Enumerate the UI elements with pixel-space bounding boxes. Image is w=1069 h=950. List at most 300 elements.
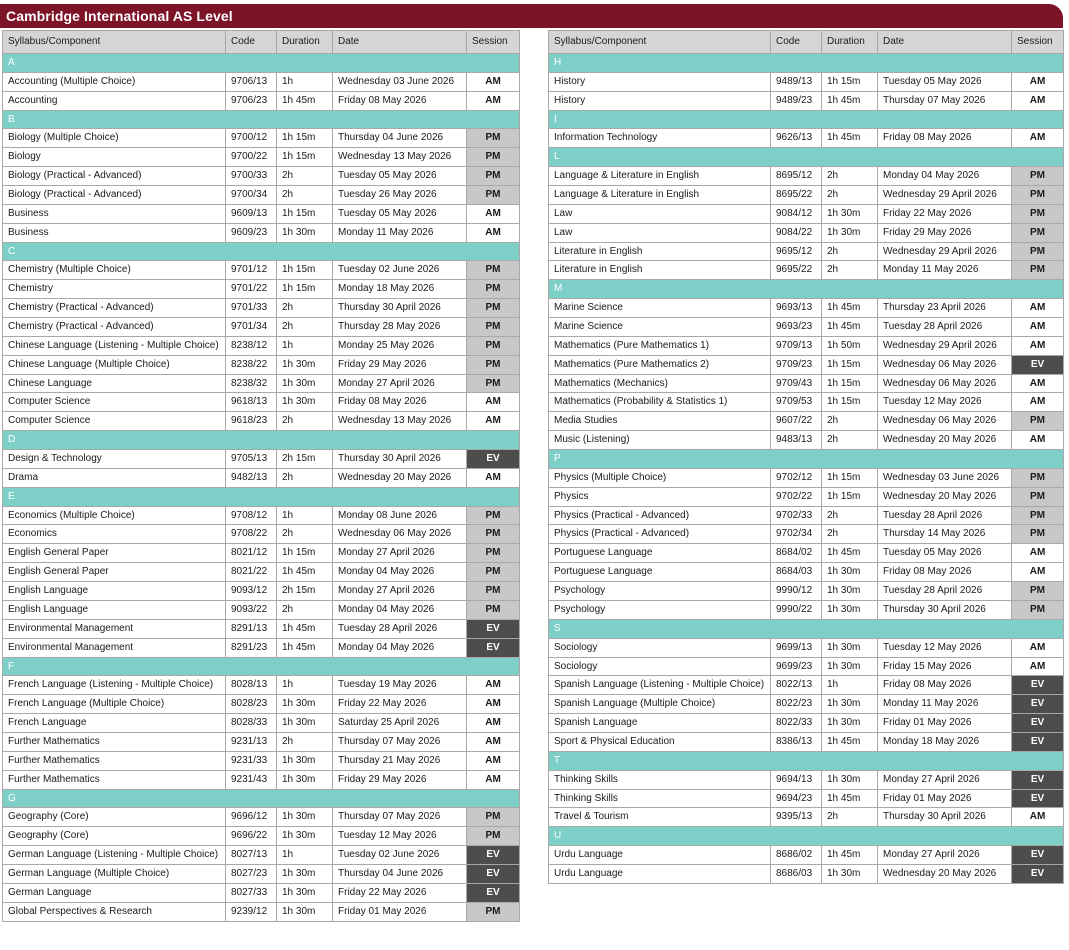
table-row: [3, 374, 520, 393]
syllabus-cell: Chemistry (Practical - Advanced): [3, 299, 226, 318]
syllabus-cell: French Language (Listening - Multiple Choice): [3, 676, 226, 695]
date-cell: Monday 27 April 2026: [333, 582, 467, 601]
table-row: [549, 261, 1064, 280]
table-row: [549, 336, 1064, 355]
duration-cell: 1h 30m: [277, 751, 333, 770]
date-cell: Tuesday 05 May 2026: [333, 204, 467, 223]
table-row: [549, 544, 1064, 563]
duration-cell: 2h: [822, 186, 878, 205]
duration-cell: 1h 30m: [277, 883, 333, 902]
code-cell: 9990/22: [771, 600, 822, 619]
code-cell: 9708/12: [226, 506, 277, 525]
date-cell: Tuesday 19 May 2026: [333, 676, 467, 695]
header-code: Code: [771, 31, 822, 54]
duration-cell: 1h 15m: [822, 355, 878, 374]
duration-cell: 1h 50m: [822, 336, 878, 355]
session-badge: AM: [467, 412, 520, 431]
code-cell: 8028/33: [226, 714, 277, 733]
duration-cell: 1h 15m: [277, 148, 333, 167]
date-cell: Thursday 21 May 2026: [333, 751, 467, 770]
section-letter: P: [549, 450, 1064, 469]
syllabus-cell: Sociology: [549, 657, 771, 676]
duration-cell: 1h 45m: [277, 563, 333, 582]
syllabus-cell: Sociology: [549, 638, 771, 657]
duration-cell: 2h: [822, 525, 878, 544]
session-badge: PM: [467, 129, 520, 148]
section-letter: M: [549, 280, 1064, 299]
date-cell: Friday 29 May 2026: [878, 223, 1012, 242]
session-badge: EV: [467, 864, 520, 883]
session-badge: PM: [467, 318, 520, 337]
date-cell: Tuesday 12 May 2026: [878, 393, 1012, 412]
session-badge: EV: [467, 450, 520, 469]
code-cell: 9483/13: [771, 431, 822, 450]
table-row: [549, 186, 1064, 205]
syllabus-cell: Computer Science: [3, 393, 226, 412]
code-cell: 9694/13: [771, 770, 822, 789]
duration-cell: 1h 15m: [822, 487, 878, 506]
session-badge: EV: [1012, 732, 1064, 751]
column-header-row: [549, 31, 1064, 54]
syllabus-cell: English General Paper: [3, 563, 226, 582]
syllabus-cell: Mathematics (Probability & Statistics 1): [549, 393, 771, 412]
duration-cell: 1h 45m: [277, 638, 333, 657]
date-cell: Wednesday 06 May 2026: [878, 374, 1012, 393]
table-row: [549, 374, 1064, 393]
duration-cell: 2h 15m: [277, 582, 333, 601]
duration-cell: 2h: [822, 506, 878, 525]
session-badge: EV: [1012, 770, 1064, 789]
date-cell: Monday 11 May 2026: [878, 261, 1012, 280]
timetable-right: [548, 30, 1064, 884]
syllabus-cell: Thinking Skills: [549, 770, 771, 789]
date-cell: Monday 18 May 2026: [878, 732, 1012, 751]
session-badge: AM: [467, 223, 520, 242]
duration-cell: 2h: [822, 242, 878, 261]
duration-cell: 1h 30m: [822, 695, 878, 714]
session-badge: PM: [1012, 412, 1064, 431]
date-cell: Monday 11 May 2026: [333, 223, 467, 242]
code-cell: 9489/23: [771, 91, 822, 110]
syllabus-cell: Further Mathematics: [3, 770, 226, 789]
code-cell: 9093/12: [226, 582, 277, 601]
code-cell: 9609/23: [226, 223, 277, 242]
session-badge: AM: [1012, 808, 1064, 827]
duration-cell: 1h 30m: [822, 204, 878, 223]
duration-cell: 1h 30m: [277, 695, 333, 714]
duration-cell: 1h 30m: [822, 600, 878, 619]
syllabus-cell: English Language: [3, 600, 226, 619]
section-letter-row: [549, 54, 1064, 73]
code-cell: 9701/33: [226, 299, 277, 318]
table-row: [3, 864, 520, 883]
table-row: [549, 864, 1064, 883]
session-badge: EV: [1012, 676, 1064, 695]
date-cell: Tuesday 28 April 2026: [878, 582, 1012, 601]
code-cell: 8686/03: [771, 864, 822, 883]
duration-cell: 2h: [277, 299, 333, 318]
syllabus-cell: Mathematics (Mechanics): [549, 374, 771, 393]
table-row: [549, 770, 1064, 789]
table-row: [3, 902, 520, 921]
table-row: [3, 72, 520, 91]
table-row: [3, 167, 520, 186]
code-cell: 9709/23: [771, 355, 822, 374]
syllabus-cell: Biology (Multiple Choice): [3, 129, 226, 148]
session-badge: PM: [467, 374, 520, 393]
syllabus-cell: Urdu Language: [549, 846, 771, 865]
code-cell: 9699/23: [771, 657, 822, 676]
session-badge: PM: [467, 299, 520, 318]
duration-cell: 2h: [822, 261, 878, 280]
session-badge: PM: [467, 355, 520, 374]
table-row: [549, 695, 1064, 714]
duration-cell: 1h 30m: [277, 902, 333, 921]
date-cell: Monday 18 May 2026: [333, 280, 467, 299]
duration-cell: 2h 15m: [277, 450, 333, 469]
section-letter: E: [3, 487, 520, 506]
syllabus-cell: Geography (Core): [3, 827, 226, 846]
section-letter-row: [549, 110, 1064, 129]
syllabus-cell: Chemistry: [3, 280, 226, 299]
duration-cell: 1h 30m: [822, 657, 878, 676]
date-cell: Friday 08 May 2026: [333, 91, 467, 110]
duration-cell: 1h 15m: [822, 393, 878, 412]
code-cell: 9489/13: [771, 72, 822, 91]
syllabus-cell: Mathematics (Pure Mathematics 2): [549, 355, 771, 374]
syllabus-cell: Sport & Physical Education: [549, 732, 771, 751]
code-cell: 9705/13: [226, 450, 277, 469]
date-cell: Tuesday 05 May 2026: [333, 167, 467, 186]
date-cell: Tuesday 28 April 2026: [333, 619, 467, 638]
date-cell: Friday 29 May 2026: [333, 770, 467, 789]
date-cell: Monday 04 May 2026: [333, 638, 467, 657]
date-cell: Wednesday 13 May 2026: [333, 412, 467, 431]
syllabus-cell: Marine Science: [549, 318, 771, 337]
code-cell: 9694/23: [771, 789, 822, 808]
duration-cell: 2h: [822, 412, 878, 431]
session-badge: PM: [1012, 261, 1064, 280]
code-cell: 9702/34: [771, 525, 822, 544]
syllabus-cell: Psychology: [549, 582, 771, 601]
session-badge: AM: [467, 468, 520, 487]
session-badge: AM: [467, 751, 520, 770]
duration-cell: 1h 30m: [277, 770, 333, 789]
syllabus-cell: Literature in English: [549, 261, 771, 280]
date-cell: Thursday 30 April 2026: [333, 299, 467, 318]
duration-cell: 2h: [822, 431, 878, 450]
duration-cell: 1h 15m: [277, 129, 333, 148]
code-cell: 9696/12: [226, 808, 277, 827]
date-cell: Wednesday 20 May 2026: [878, 431, 1012, 450]
duration-cell: 2h: [277, 525, 333, 544]
duration-cell: 1h 45m: [277, 619, 333, 638]
section-letter-row: [549, 619, 1064, 638]
session-badge: AM: [1012, 72, 1064, 91]
code-cell: 8028/23: [226, 695, 277, 714]
code-cell: 9695/22: [771, 261, 822, 280]
code-cell: 9695/12: [771, 242, 822, 261]
date-cell: Tuesday 28 April 2026: [878, 318, 1012, 337]
section-letter: A: [3, 54, 520, 73]
syllabus-cell: Further Mathematics: [3, 751, 226, 770]
session-badge: AM: [1012, 299, 1064, 318]
table-row: [549, 72, 1064, 91]
table-row: [3, 582, 520, 601]
syllabus-cell: History: [549, 72, 771, 91]
duration-cell: 2h: [277, 167, 333, 186]
syllabus-cell: Biology (Practical - Advanced): [3, 167, 226, 186]
duration-cell: 1h: [277, 506, 333, 525]
syllabus-cell: French Language: [3, 714, 226, 733]
session-badge: EV: [467, 619, 520, 638]
session-badge: PM: [467, 186, 520, 205]
session-badge: EV: [1012, 695, 1064, 714]
code-cell: 9699/13: [771, 638, 822, 657]
timetable-left: [2, 30, 520, 922]
duration-cell: 1h 45m: [822, 318, 878, 337]
header-code: Code: [226, 31, 277, 54]
session-badge: AM: [1012, 544, 1064, 563]
code-cell: 9708/22: [226, 525, 277, 544]
code-cell: 9239/12: [226, 902, 277, 921]
date-cell: Tuesday 28 April 2026: [878, 506, 1012, 525]
date-cell: Monday 04 May 2026: [333, 563, 467, 582]
code-cell: 8027/13: [226, 846, 277, 865]
syllabus-cell: Computer Science: [3, 412, 226, 431]
code-cell: 8028/13: [226, 676, 277, 695]
code-cell: 9482/13: [226, 468, 277, 487]
duration-cell: 1h: [277, 72, 333, 91]
syllabus-cell: Global Perspectives & Research: [3, 902, 226, 921]
date-cell: Friday 08 May 2026: [333, 393, 467, 412]
session-badge: PM: [467, 525, 520, 544]
date-cell: Monday 27 April 2026: [878, 846, 1012, 865]
duration-cell: 1h 45m: [822, 299, 878, 318]
syllabus-cell: Environmental Management: [3, 619, 226, 638]
duration-cell: 1h 30m: [822, 864, 878, 883]
table-row: [3, 450, 520, 469]
code-cell: 9702/33: [771, 506, 822, 525]
header-date: Date: [333, 31, 467, 54]
duration-cell: 1h 15m: [277, 280, 333, 299]
section-letter-row: [549, 751, 1064, 770]
session-badge: AM: [1012, 129, 1064, 148]
syllabus-cell: Business: [3, 204, 226, 223]
session-badge: AM: [467, 204, 520, 223]
code-cell: 9084/22: [771, 223, 822, 242]
code-cell: 8686/02: [771, 846, 822, 865]
syllabus-cell: History: [549, 91, 771, 110]
code-cell: 9700/12: [226, 129, 277, 148]
syllabus-cell: Language & Literature in English: [549, 186, 771, 205]
session-badge: PM: [1012, 204, 1064, 223]
code-cell: 9696/22: [226, 827, 277, 846]
session-badge: AM: [1012, 318, 1064, 337]
date-cell: Wednesday 29 April 2026: [878, 186, 1012, 205]
date-cell: Wednesday 06 May 2026: [333, 525, 467, 544]
date-cell: Tuesday 02 June 2026: [333, 261, 467, 280]
session-badge: AM: [1012, 393, 1064, 412]
session-badge: PM: [1012, 582, 1064, 601]
syllabus-cell: Music (Listening): [549, 431, 771, 450]
duration-cell: 1h 15m: [822, 374, 878, 393]
table-row: [549, 242, 1064, 261]
table-row: [549, 431, 1064, 450]
section-letter-row: [549, 148, 1064, 167]
duration-cell: 1h 45m: [822, 732, 878, 751]
syllabus-cell: Spanish Language (Multiple Choice): [549, 695, 771, 714]
table-row: [3, 506, 520, 525]
duration-cell: 1h 30m: [822, 582, 878, 601]
date-cell: Thursday 04 June 2026: [333, 864, 467, 883]
duration-cell: 2h: [277, 318, 333, 337]
section-letter: G: [3, 789, 520, 808]
code-cell: 8695/22: [771, 186, 822, 205]
session-badge: PM: [467, 808, 520, 827]
date-cell: Wednesday 29 April 2026: [878, 336, 1012, 355]
title-banner: [0, 4, 1063, 28]
date-cell: Monday 11 May 2026: [878, 695, 1012, 714]
table-row: [549, 600, 1064, 619]
table-row: [549, 732, 1064, 751]
session-badge: AM: [467, 676, 520, 695]
syllabus-cell: Literature in English: [549, 242, 771, 261]
code-cell: 9701/34: [226, 318, 277, 337]
duration-cell: 2h: [277, 732, 333, 751]
table-row: [3, 299, 520, 318]
date-cell: Thursday 28 May 2026: [333, 318, 467, 337]
code-cell: 9609/13: [226, 204, 277, 223]
table-row: [549, 808, 1064, 827]
syllabus-cell: English General Paper: [3, 544, 226, 563]
code-cell: 8291/23: [226, 638, 277, 657]
table-row: [3, 638, 520, 657]
syllabus-cell: German Language (Multiple Choice): [3, 864, 226, 883]
duration-cell: 1h 30m: [277, 355, 333, 374]
section-letter-row: [3, 431, 520, 450]
duration-cell: 1h 30m: [277, 864, 333, 883]
syllabus-cell: Media Studies: [549, 412, 771, 431]
syllabus-cell: Chinese Language (Multiple Choice): [3, 355, 226, 374]
session-badge: EV: [1012, 714, 1064, 733]
duration-cell: 1h 15m: [277, 261, 333, 280]
syllabus-cell: Biology: [3, 148, 226, 167]
syllabus-cell: Economics (Multiple Choice): [3, 506, 226, 525]
table-row: [3, 600, 520, 619]
table-row: [549, 468, 1064, 487]
duration-cell: 1h 45m: [822, 129, 878, 148]
duration-cell: 1h 45m: [822, 91, 878, 110]
date-cell: Friday 22 May 2026: [333, 883, 467, 902]
duration-cell: 1h 30m: [822, 770, 878, 789]
section-letter-row: [3, 242, 520, 261]
syllabus-cell: Travel & Tourism: [549, 808, 771, 827]
table-row: [3, 261, 520, 280]
syllabus-cell: Accounting: [3, 91, 226, 110]
session-badge: AM: [1012, 638, 1064, 657]
code-cell: 8027/33: [226, 883, 277, 902]
code-cell: 8027/23: [226, 864, 277, 883]
table-row: [3, 204, 520, 223]
table-row: [3, 412, 520, 431]
session-badge: AM: [1012, 431, 1064, 450]
duration-cell: 1h: [822, 676, 878, 695]
duration-cell: 1h 30m: [277, 827, 333, 846]
code-cell: 8291/13: [226, 619, 277, 638]
syllabus-cell: Mathematics (Pure Mathematics 1): [549, 336, 771, 355]
date-cell: Thursday 07 May 2026: [878, 91, 1012, 110]
date-cell: Friday 01 May 2026: [878, 714, 1012, 733]
code-cell: 9084/12: [771, 204, 822, 223]
duration-cell: 1h 15m: [277, 544, 333, 563]
table-row: [3, 148, 520, 167]
session-badge: PM: [1012, 600, 1064, 619]
session-badge: PM: [1012, 242, 1064, 261]
duration-cell: 1h 15m: [822, 468, 878, 487]
code-cell: 9701/22: [226, 280, 277, 299]
table-row: [549, 563, 1064, 582]
table-row: [549, 714, 1064, 733]
session-badge: PM: [467, 336, 520, 355]
table-row: [3, 186, 520, 205]
duration-cell: 2h: [822, 808, 878, 827]
code-cell: 9706/23: [226, 91, 277, 110]
date-cell: Thursday 07 May 2026: [333, 808, 467, 827]
duration-cell: 1h: [277, 676, 333, 695]
section-letter-row: [3, 657, 520, 676]
syllabus-cell: Accounting (Multiple Choice): [3, 72, 226, 91]
duration-cell: 2h: [277, 600, 333, 619]
table-row: [549, 638, 1064, 657]
table-row: [3, 827, 520, 846]
duration-cell: 2h: [277, 186, 333, 205]
syllabus-cell: Law: [549, 223, 771, 242]
code-cell: 8022/23: [771, 695, 822, 714]
date-cell: Wednesday 20 May 2026: [333, 468, 467, 487]
table-row: [549, 789, 1064, 808]
date-cell: Thursday 30 April 2026: [878, 600, 1012, 619]
section-letter-row: [3, 487, 520, 506]
session-badge: PM: [467, 506, 520, 525]
session-badge: AM: [1012, 657, 1064, 676]
syllabus-cell: Design & Technology: [3, 450, 226, 469]
session-badge: EV: [467, 883, 520, 902]
code-cell: 9231/13: [226, 732, 277, 751]
table-row: [3, 318, 520, 337]
session-badge: EV: [1012, 846, 1064, 865]
table-row: [549, 846, 1064, 865]
session-badge: PM: [467, 600, 520, 619]
date-cell: Wednesday 03 June 2026: [878, 468, 1012, 487]
code-cell: 9231/43: [226, 770, 277, 789]
date-cell: Monday 27 April 2026: [333, 374, 467, 393]
code-cell: 8238/32: [226, 374, 277, 393]
duration-cell: 1h 15m: [822, 72, 878, 91]
date-cell: Thursday 30 April 2026: [878, 808, 1012, 827]
date-cell: Friday 08 May 2026: [878, 563, 1012, 582]
duration-cell: 1h 30m: [277, 808, 333, 827]
table-row: [3, 129, 520, 148]
session-badge: AM: [1012, 374, 1064, 393]
date-cell: Friday 01 May 2026: [333, 902, 467, 921]
code-cell: 9618/23: [226, 412, 277, 431]
syllabus-cell: Business: [3, 223, 226, 242]
code-cell: 8695/12: [771, 167, 822, 186]
table-row: [549, 318, 1064, 337]
syllabus-cell: Drama: [3, 468, 226, 487]
table-row: [549, 223, 1064, 242]
